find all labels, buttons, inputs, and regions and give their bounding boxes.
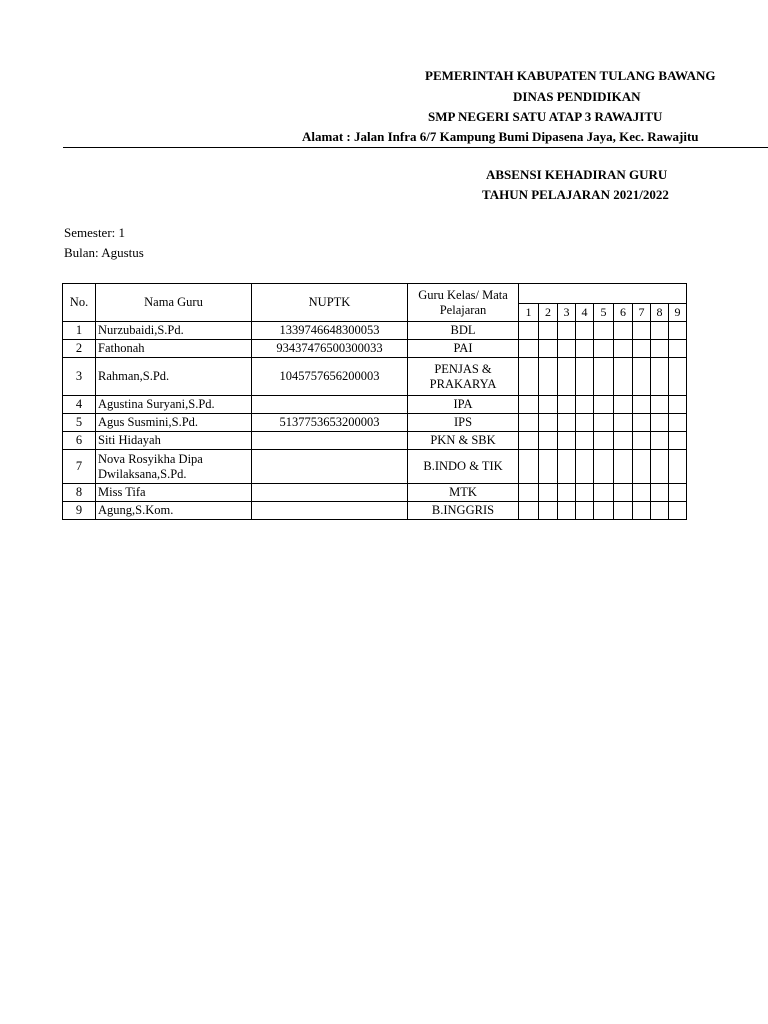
attendance-cell[interactable] bbox=[519, 396, 539, 414]
attendance-cell[interactable] bbox=[669, 340, 687, 358]
row-no: 6 bbox=[63, 432, 96, 450]
header-line-3: SMP NEGERI SATU ATAP 3 RAWAJITU bbox=[428, 109, 663, 124]
attendance-cell[interactable] bbox=[539, 340, 558, 358]
table-row bbox=[63, 450, 687, 484]
header-guru-kelas: Guru Kelas/ Mata Pelajaran bbox=[408, 284, 519, 322]
row-nama-guru: Agus Susmini,S.Pd. bbox=[96, 414, 252, 432]
attendance-cell[interactable] bbox=[576, 450, 594, 484]
row-no: 2 bbox=[63, 340, 96, 358]
attendance-cell[interactable] bbox=[558, 396, 576, 414]
row-nuptk: 1339746648300053 bbox=[252, 322, 408, 340]
row-nama-guru: Siti Hidayah bbox=[96, 432, 252, 450]
header-no: No. bbox=[63, 284, 96, 322]
attendance-cell[interactable] bbox=[633, 432, 651, 450]
attendance-cell[interactable] bbox=[558, 450, 576, 484]
attendance-cell[interactable] bbox=[558, 414, 576, 432]
row-nuptk: 5137753653200003 bbox=[252, 414, 408, 432]
attendance-cell[interactable] bbox=[519, 358, 539, 396]
attendance-cell[interactable] bbox=[614, 396, 633, 414]
attendance-cell[interactable] bbox=[576, 432, 594, 450]
attendance-cell[interactable] bbox=[614, 358, 633, 396]
row-no: 4 bbox=[63, 396, 96, 414]
attendance-cell[interactable] bbox=[614, 432, 633, 450]
row-mapel: IPA bbox=[408, 396, 519, 414]
attendance-cell[interactable] bbox=[633, 450, 651, 484]
attendance-cell[interactable] bbox=[519, 432, 539, 450]
row-nama-guru: Miss Tifa bbox=[96, 484, 252, 502]
attendance-cell[interactable] bbox=[558, 484, 576, 502]
row-mapel: MTK bbox=[408, 484, 519, 502]
attendance-cell[interactable] bbox=[594, 432, 614, 450]
attendance-cell[interactable] bbox=[614, 502, 633, 520]
attendance-cell[interactable] bbox=[558, 502, 576, 520]
attendance-cell[interactable] bbox=[539, 432, 558, 450]
attendance-table bbox=[62, 283, 687, 520]
attendance-cell[interactable] bbox=[594, 396, 614, 414]
row-mapel: B.INDO & TIK bbox=[408, 450, 519, 484]
row-nama-guru: Nova Rosyikha Dipa Dwilaksana,S.Pd. bbox=[96, 450, 252, 484]
attendance-cell[interactable] bbox=[614, 322, 633, 340]
attendance-cell[interactable] bbox=[669, 358, 687, 396]
row-mapel: IPS bbox=[408, 414, 519, 432]
day-header-1: 1 bbox=[519, 304, 539, 322]
day-header-6: 6 bbox=[614, 304, 633, 322]
attendance-cell[interactable] bbox=[576, 484, 594, 502]
page-clip-edge bbox=[688, 280, 768, 540]
attendance-cell[interactable] bbox=[519, 484, 539, 502]
table-row bbox=[63, 340, 687, 358]
row-mapel: B.INGGRIS bbox=[408, 502, 519, 520]
row-nama-guru: Fathonah bbox=[96, 340, 252, 358]
attendance-cell[interactable] bbox=[576, 502, 594, 520]
row-mapel: PAI bbox=[408, 340, 519, 358]
attendance-cell[interactable] bbox=[651, 450, 669, 484]
day-header-4: 4 bbox=[576, 304, 594, 322]
attendance-cell[interactable] bbox=[576, 340, 594, 358]
title-line-1: ABSENSI KEHADIRAN GURU bbox=[486, 167, 668, 182]
day-header-5: 5 bbox=[594, 304, 614, 322]
row-nuptk: 1045757656200003 bbox=[252, 358, 408, 396]
attendance-cell[interactable] bbox=[539, 414, 558, 432]
attendance-cell[interactable] bbox=[539, 502, 558, 520]
attendance-cell[interactable] bbox=[519, 450, 539, 484]
attendance-cell[interactable] bbox=[633, 322, 651, 340]
semester-label: Semester: 1 bbox=[64, 225, 126, 240]
attendance-cell[interactable] bbox=[558, 358, 576, 396]
row-nuptk: 93437476500300033 bbox=[252, 340, 408, 358]
attendance-cell[interactable] bbox=[633, 358, 651, 396]
attendance-cell[interactable] bbox=[651, 414, 669, 432]
attendance-cell[interactable] bbox=[669, 396, 687, 414]
attendance-cell[interactable] bbox=[651, 322, 669, 340]
attendance-cell[interactable] bbox=[651, 396, 669, 414]
attendance-cell[interactable] bbox=[614, 484, 633, 502]
attendance-cell[interactable] bbox=[576, 414, 594, 432]
table-row bbox=[63, 502, 687, 520]
row-no: 9 bbox=[63, 502, 96, 520]
attendance-cell[interactable] bbox=[633, 484, 651, 502]
row-mapel: BDL bbox=[408, 322, 519, 340]
attendance-cell[interactable] bbox=[651, 358, 669, 396]
attendance-cell[interactable] bbox=[594, 484, 614, 502]
attendance-cell[interactable] bbox=[576, 358, 594, 396]
row-no: 5 bbox=[63, 414, 96, 432]
attendance-cell[interactable] bbox=[633, 502, 651, 520]
row-nuptk bbox=[252, 432, 408, 450]
row-nama-guru: Nurzubaidi,S.Pd. bbox=[96, 322, 252, 340]
attendance-cell[interactable] bbox=[669, 484, 687, 502]
attendance-cell[interactable] bbox=[669, 414, 687, 432]
attendance-cell[interactable] bbox=[614, 414, 633, 432]
header-divider bbox=[63, 147, 768, 148]
attendance-cell[interactable] bbox=[519, 340, 539, 358]
header-line-1: PEMERINTAH KABUPATEN TULANG BAWANG bbox=[425, 68, 716, 83]
attendance-cell[interactable] bbox=[594, 450, 614, 484]
table-row bbox=[63, 396, 687, 414]
row-no: 8 bbox=[63, 484, 96, 502]
attendance-cell[interactable] bbox=[558, 340, 576, 358]
attendance-cell[interactable] bbox=[539, 322, 558, 340]
row-nama-guru: Rahman,S.Pd. bbox=[96, 358, 252, 396]
attendance-cell[interactable] bbox=[633, 396, 651, 414]
attendance-cell[interactable] bbox=[651, 340, 669, 358]
attendance-cell[interactable] bbox=[651, 484, 669, 502]
attendance-cell[interactable] bbox=[519, 322, 539, 340]
attendance-cell[interactable] bbox=[669, 322, 687, 340]
attendance-cell[interactable] bbox=[651, 432, 669, 450]
header-days-group bbox=[519, 284, 687, 304]
day-header-7: 7 bbox=[633, 304, 651, 322]
attendance-cell[interactable] bbox=[633, 414, 651, 432]
day-header-2: 2 bbox=[539, 304, 558, 322]
table-row bbox=[63, 414, 687, 432]
attendance-cell[interactable] bbox=[539, 484, 558, 502]
attendance-cell[interactable] bbox=[539, 450, 558, 484]
row-nama-guru: Agung,S.Kom. bbox=[96, 502, 252, 520]
attendance-cell[interactable] bbox=[558, 432, 576, 450]
attendance-cell[interactable] bbox=[633, 340, 651, 358]
row-nuptk bbox=[252, 450, 408, 484]
table-row bbox=[63, 322, 687, 340]
month-label: Bulan: Agustus bbox=[64, 245, 144, 260]
attendance-cell[interactable] bbox=[519, 502, 539, 520]
row-no: 3 bbox=[63, 358, 96, 396]
header-line-2: DINAS PENDIDIKAN bbox=[513, 89, 641, 104]
header-address: Alamat : Jalan Infra 6/7 Kampung Bumi Dipasena Jaya, Kec. Rawajitu bbox=[302, 129, 699, 144]
row-nuptk bbox=[252, 484, 408, 502]
attendance-cell[interactable] bbox=[539, 396, 558, 414]
table-row bbox=[63, 484, 687, 502]
attendance-cell[interactable] bbox=[614, 450, 633, 484]
attendance-cell[interactable] bbox=[519, 414, 539, 432]
attendance-cell[interactable] bbox=[669, 502, 687, 520]
attendance-cell[interactable] bbox=[669, 450, 687, 484]
header-nama-guru: Nama Guru bbox=[96, 284, 252, 322]
row-nama-guru: Agustina Suryani,S.Pd. bbox=[96, 396, 252, 414]
row-mapel: PKN & SBK bbox=[408, 432, 519, 450]
row-mapel: PENJAS & PRAKARYA bbox=[408, 358, 519, 396]
row-no: 7 bbox=[63, 450, 96, 484]
attendance-cell[interactable] bbox=[614, 340, 633, 358]
day-header-8: 8 bbox=[651, 304, 669, 322]
attendance-cell[interactable] bbox=[594, 502, 614, 520]
table-row bbox=[63, 432, 687, 450]
row-nuptk bbox=[252, 396, 408, 414]
row-nuptk bbox=[252, 502, 408, 520]
table-row bbox=[63, 358, 687, 396]
attendance-cell[interactable] bbox=[651, 502, 669, 520]
attendance-cell[interactable] bbox=[594, 322, 614, 340]
attendance-cell[interactable] bbox=[558, 322, 576, 340]
day-header-9: 9 bbox=[669, 304, 687, 322]
attendance-cell[interactable] bbox=[539, 358, 558, 396]
day-header-3: 3 bbox=[558, 304, 576, 322]
attendance-cell[interactable] bbox=[669, 432, 687, 450]
title-line-2: TAHUN PELAJARAN 2021/2022 bbox=[482, 187, 669, 202]
attendance-cell[interactable] bbox=[594, 340, 614, 358]
attendance-cell[interactable] bbox=[576, 396, 594, 414]
header-nuptk: NUPTK bbox=[252, 284, 408, 322]
attendance-cell[interactable] bbox=[594, 414, 614, 432]
attendance-cell[interactable] bbox=[576, 322, 594, 340]
row-no: 1 bbox=[63, 322, 96, 340]
attendance-cell[interactable] bbox=[594, 358, 614, 396]
